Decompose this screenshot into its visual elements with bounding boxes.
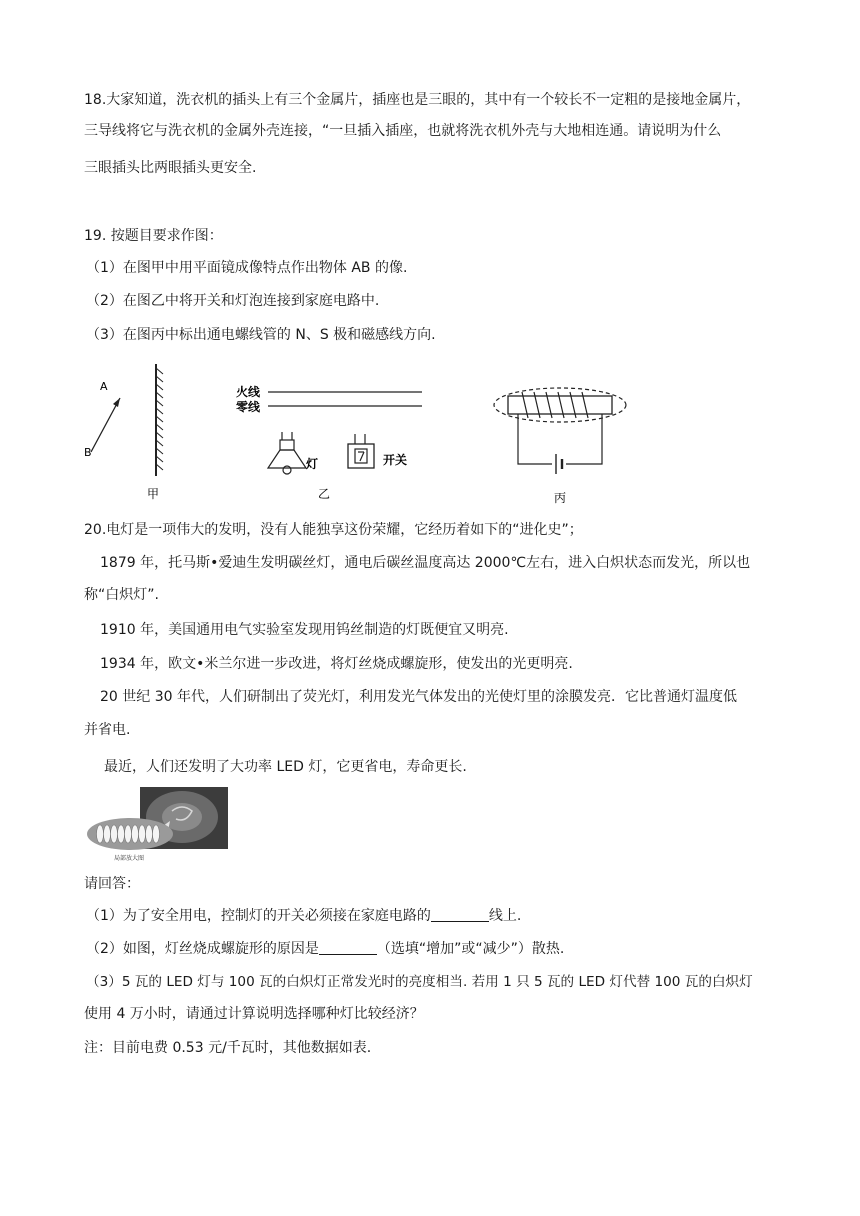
q19-item-2: （2）在图乙中将开关和灯泡连接到家庭电路中. (86, 293, 380, 309)
q20-p4-line-1: 20 世纪 30 年代，人们研制出了荧光灯，利用发光气体发出的光使灯里的涂膜发亮．它比普通灯温度低 (100, 689, 737, 705)
label-b: B (84, 446, 92, 459)
q20-p4-line-2: 并省电. (84, 722, 131, 738)
switch-label: 开关 (383, 453, 408, 467)
q20-answer-2-tail: （选填“增加”或“减少”）散热. (376, 941, 565, 957)
caption-yi: 乙 (318, 487, 331, 501)
mirror-hatching (156, 368, 163, 470)
coil-zoom (97, 825, 160, 843)
q20-ask: 请回答： (84, 876, 140, 892)
label-a: A (100, 380, 108, 393)
q18-line-1: 18.大家知道，洗衣机的插头上有三个金属片，插座也是三眼的，其中有一个较长不一定粗的是接地金属片， (84, 92, 751, 108)
q20-answer-1-tail: 线上. (488, 908, 522, 924)
q20-p5: 最近，人们还发明了大功率 LED 灯，它更省电，寿命更长. (104, 759, 467, 775)
q20-answer-3-line-1: （3）5 瓦的 LED 灯与 100 瓦的白炽灯正常发光时的亮度相当. 若用 1 只 5 瓦的 LED 灯代替 100 瓦的白炽灯 (86, 974, 753, 990)
photo-caption: 局部放大图 (114, 855, 145, 862)
q19-title: 19. 按题目要求作图： (84, 228, 223, 244)
caption-bing: 丙 (554, 491, 567, 505)
q20-answer-2 (86, 939, 564, 959)
arrowhead-icon (113, 398, 120, 407)
q19-item-3: （3）在图丙中标出通电螺线管的 N、S 极和磁感线方向. (86, 327, 436, 343)
object-ab-arrow (91, 398, 120, 452)
filament-photo (86, 787, 228, 863)
q19-item-1: （1）在图甲中用平面镜成像特点作出物体 AB 的像. (86, 260, 408, 276)
neutral-wire-label: 零线 (236, 400, 261, 414)
lamp-label: 灯 (306, 457, 319, 471)
q20-note: 注：目前电费 0.53 元/千瓦时，其他数据如表. (84, 1040, 372, 1056)
q20-answer-1 (86, 906, 521, 926)
q20-answer-3-line-2: 使用 4 万小时，请通过计算说明选择哪种灯比较经济？ (84, 1006, 424, 1022)
q20-intro: 20.电灯是一项伟大的发明，没有人能独享这份荣耀，它经历着如下的“进化史”； (84, 522, 583, 538)
q18-line-2: 三导线将它与洗衣机的金属外壳连接，“一旦插入插座，也就将洗衣机外壳与大地相连通。请说明为什么 (84, 123, 722, 139)
figure-yi (236, 384, 422, 501)
q20-p1-line-1: 1879 年，托马斯•爱迪生发明碳丝灯，通电后碳丝温度高达 2000℃左右，进入白炽状态而发光，所以也 (100, 555, 751, 571)
live-wire-label: 火线 (236, 385, 261, 399)
q20-p3: 1934 年，欧文•米兰尔进一步改进，将灯丝烧成螺旋形，使发出的光更明亮. (100, 656, 573, 672)
q20-p2: 1910 年，美国通用电气实验室发现用钨丝制造的灯既便宜又明亮. (100, 622, 509, 638)
q19-figures (0, 360, 860, 510)
q20-answer-1-text: （1）为了安全用电，控制灯的开关必须接在家庭电路的 (86, 908, 431, 924)
lamp-icon (268, 432, 306, 474)
q20-answer-2-text: （2）如图，灯丝烧成螺旋形的原因是 (86, 941, 319, 957)
caption-jia: 甲 (147, 487, 160, 501)
q20-p1-line-2: 称“白炽灯”. (84, 587, 159, 603)
figure-jia (84, 364, 163, 501)
q18-line-3: 三眼插头比两眼插头更安全. (84, 160, 257, 176)
figure-bing (494, 388, 626, 505)
q20-answer-1-blank[interactable] (431, 907, 489, 922)
q20-answer-2-blank[interactable] (319, 940, 377, 955)
switch-icon (348, 434, 374, 468)
